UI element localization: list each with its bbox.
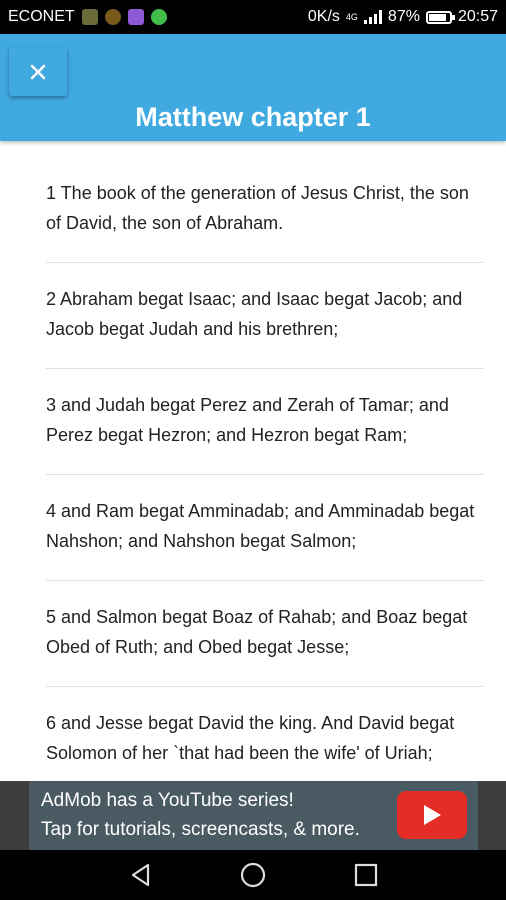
verse-item[interactable]: 5 and Salmon begat Boaz of Rahab; and Boaz begat Obed of Ruth; and Obed begat Jesse; [46, 581, 484, 687]
battery-percent: 87% [387, 8, 420, 25]
notification-icon [105, 9, 121, 25]
ad-headline: AdMob has a YouTube series! [41, 790, 294, 811]
youtube-play-button[interactable] [397, 791, 467, 839]
back-icon[interactable] [128, 862, 154, 888]
close-button[interactable] [9, 47, 67, 96]
page-title: Matthew chapter 1 [135, 102, 371, 132]
clock: 20:57 [457, 8, 498, 25]
ad-subline: Tap for tutorials, screencasts, & more. [41, 819, 360, 840]
viber-icon [128, 9, 144, 25]
app-bar [0, 34, 506, 141]
status-bar [0, 0, 506, 34]
verse-item[interactable]: 4 and Ram begat Amminadab; and Amminadab begat Nahshon; and Nahshon begat Salmon; [46, 475, 484, 581]
verse-item[interactable]: 3 and Judah begat Perez and Zerah of Tamar; and Perez begat Hezron; and Hezron begat Ram; [46, 369, 484, 475]
ad-banner[interactable] [0, 781, 506, 850]
ad-content[interactable] [29, 781, 478, 850]
home-icon[interactable] [240, 862, 266, 888]
net-speed: 0K/s [307, 8, 340, 25]
verse-item[interactable]: 1 The book of the generation of Jesus Christ, the son of David, the son of Abraham. [46, 141, 484, 263]
battery-icon [426, 11, 452, 24]
carrier-label: ECONET [8, 8, 75, 25]
recents-icon[interactable] [353, 862, 379, 888]
network-type: 4G [345, 12, 358, 22]
youtube-play-icon [422, 804, 442, 826]
verse-item[interactable]: 2 Abraham begat Isaac; and Isaac begat Jacob; and Jacob begat Judah and his brethren; [46, 263, 484, 369]
verse-item[interactable]: 6 and Jesse begat David the king. And David begat Solomon of her `that had been the wife' of Uriah; [46, 687, 484, 781]
close-icon [30, 64, 46, 80]
navigation-bar [0, 850, 506, 900]
notification-icon [82, 9, 98, 25]
signal-icon [364, 10, 382, 24]
verse-list [0, 141, 506, 781]
whatsapp-icon [151, 9, 167, 25]
